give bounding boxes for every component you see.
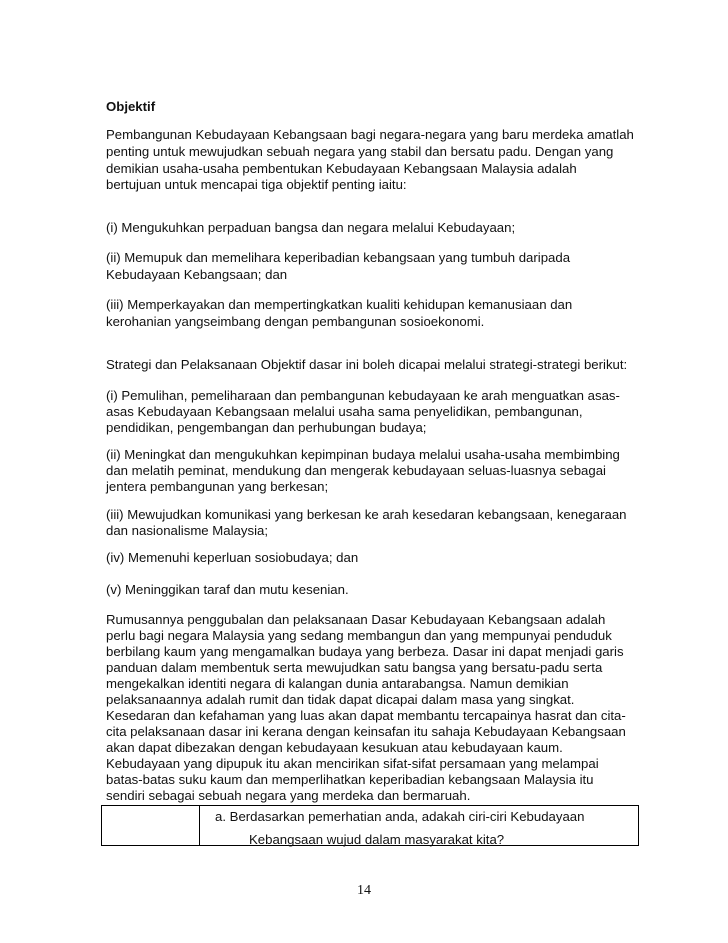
- question-line-2: Kebangsaan wujud dalam masyarakat kita?: [249, 832, 505, 847]
- strategy-1-line-1: (i) Pemulihan, pemeliharaan dan pembangunan kebudayaan ke arah menguatkan asas-: [106, 388, 620, 403]
- page-number: 14: [357, 883, 371, 898]
- objective-1-line-1: (i) Mengukuhkan perpaduan bangsa dan negara melalui Kebudayaan;: [106, 220, 516, 235]
- conclusion-line-9: akan dapat dibezakan dengan kebudayaan kesukuan atau kebudayaan kaum.: [106, 740, 563, 755]
- objective-3-line-1: (iii) Memperkayakan dan mempertingkatkan kualiti kehidupan kemanusiaan dan: [106, 297, 573, 312]
- strategy-intro-line-1: Strategi dan Pelaksanaan Objektif dasar ini boleh dicapai melalui strategi-strategi berikut:: [106, 357, 628, 372]
- strategy-4-line-1: (iv) Memenuhi keperluan sosiobudaya; dan: [106, 550, 359, 565]
- strategy-2-line-1: (ii) Meningkat dan mengukuhkan kepimpinan budaya melalui usaha-usaha membimbing: [106, 447, 620, 462]
- strategy-1-line-3: pendidikan, pengembangan dan perhubungan budaya;: [106, 420, 427, 435]
- strategy-1-line-2: asas Kebudayaan Kebangsaan melalui usaha sama penyelidikan, pembangunan,: [106, 404, 583, 419]
- conclusion-line-11: batas-batas suku kaum dan memperlihatkan keperibadian kebangsaan Malaysia itu: [106, 772, 594, 787]
- intro-line-4: bertujuan untuk mencapai tiga objektif penting iaitu:: [106, 177, 407, 192]
- objective-2-line-1: (ii) Memupuk dan memelihara keperibadian kebangsaan yang tumbuh daripada: [106, 250, 571, 265]
- intro-line-2: penting untuk mewujudkan sebuah negara yang stabil dan bersatu padu. Dengan yang: [106, 144, 614, 159]
- objective-2-line-2: Kebudayaan Kebangsaan; dan: [106, 267, 288, 282]
- conclusion-line-10: Kebudayaan yang dipupuk itu akan mencirikan sifat-sifat persamaan yang melampai: [106, 756, 599, 771]
- objective-3-line-2: kerohanian yangseimbang dengan pembangunan sosioekonomi.: [106, 314, 485, 329]
- conclusion-line-5: mengekalkan identiti negara di kalangan dunia antarabangsa. Namun demikian: [106, 676, 569, 691]
- section-heading: Objektif: [106, 99, 156, 114]
- question-table: [101, 805, 639, 846]
- strategy-2-line-2: dan melatih peminat, mendukung dan mengerak kebudayaan seluas-luasnya sebagai: [106, 463, 606, 478]
- strategy-5-line-1: (v) Meninggikan taraf dan mutu kesenian.: [106, 582, 349, 597]
- conclusion-line-4: panduan dalam membentuk serta mewujudkan satu bangsa yang bersatu-padu serta: [106, 660, 603, 675]
- conclusion-line-2: perlu bagi negara Malaysia yang sedang membangun dan yang mempunyai penduduk: [106, 628, 612, 643]
- question-line-1: a. Berdasarkan pemerhatian anda, adakah ciri-ciri Kebudayaan: [215, 809, 585, 824]
- conclusion-line-1: Rumusannya penggubalan dan pelaksanaan Dasar Kebudayaan Kebangsaan adalah: [106, 612, 606, 627]
- conclusion-line-7: Kesedaran dan kefahaman yang luas akan dapat membantu tercapainya hasrat dan cita-: [106, 708, 626, 723]
- table-column-divider: [199, 806, 200, 845]
- strategy-3-line-2: dan nasionalisme Malaysia;: [106, 523, 268, 538]
- conclusion-line-3: berbilang kaum yang mengamalkan budaya yang berbeza. Dasar ini dapat menjadi garis: [106, 644, 624, 659]
- conclusion-line-6: pelaksanaannya adalah rumit dan tidak dapat dicapai dalam masa yang singkat.: [106, 692, 575, 707]
- intro-line-1: Pembangunan Kebudayaan Kebangsaan bagi negara-negara yang baru merdeka amatlah: [106, 127, 634, 142]
- conclusion-line-8: cita pelaksanaan dasar ini kerana dengan keinsafan itu sahaja Kebudayaan Kebangsaan: [106, 724, 626, 739]
- intro-line-3: demikian usaha-usaha pembentukan Kebudayaan Kebangsaan Malaysia adalah: [106, 161, 577, 176]
- strategy-3-line-1: (iii) Mewujudkan komunikasi yang berkesan ke arah kesedaran kebangsaan, kenegaraan: [106, 507, 627, 522]
- strategy-2-line-3: jentera pembangunan yang berkesan;: [106, 479, 329, 494]
- conclusion-line-12: sendiri sebagai sebuah negara yang merdeka dan bermaruah.: [106, 788, 471, 803]
